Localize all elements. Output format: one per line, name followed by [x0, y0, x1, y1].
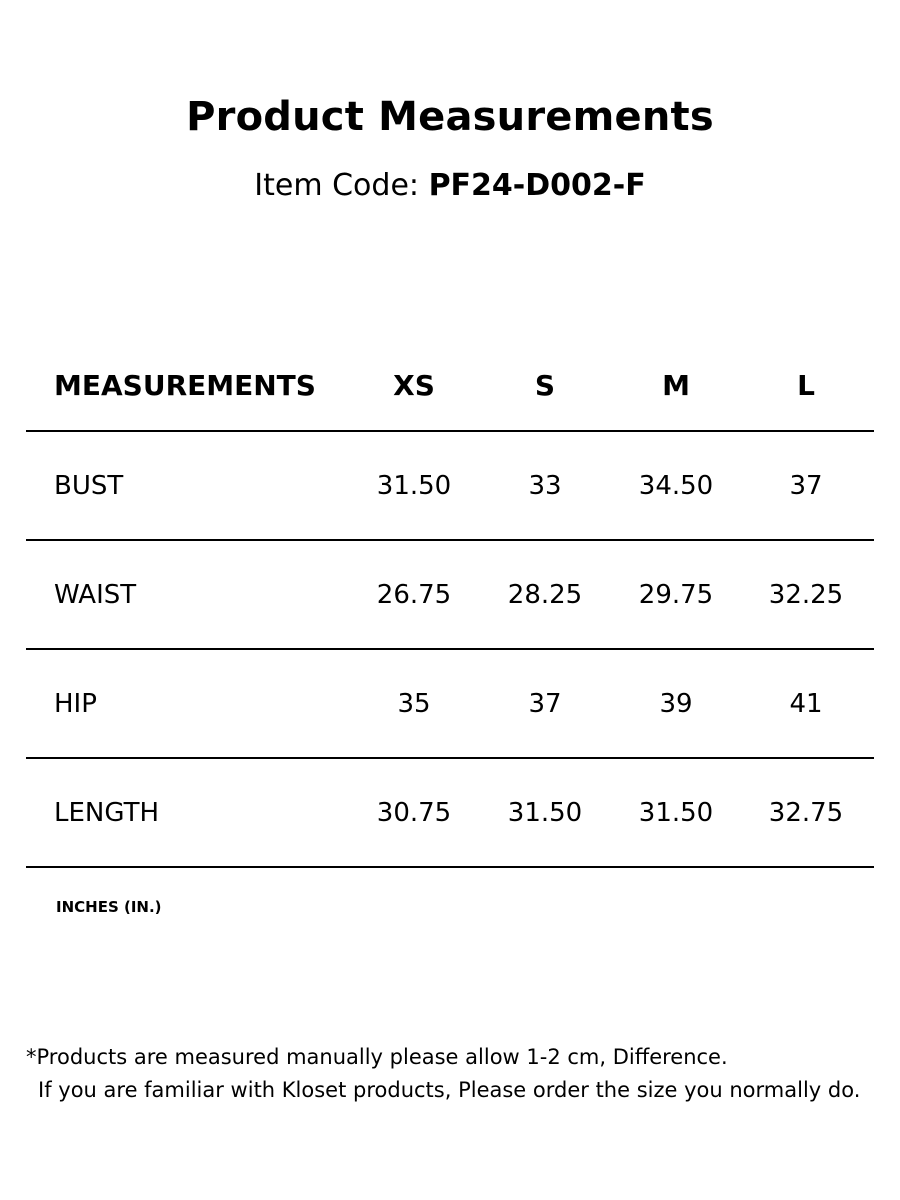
table-cell: 35: [397, 688, 431, 719]
item-code: [0, 168, 900, 203]
header-size-s: S: [534, 368, 556, 402]
table-header-row: [26, 340, 874, 432]
header-measurements: MEASUREMENTS: [54, 368, 316, 402]
table-row-bust: [26, 432, 874, 541]
header-size-xs: XS: [393, 368, 435, 402]
row-label: BUST: [54, 470, 124, 501]
table-cell: 31.50: [507, 797, 583, 828]
row-label: HIP: [54, 688, 97, 719]
table-cell: 41: [789, 688, 823, 719]
footnote-line-1: *Products are measured manually please allow 1-2 cm, Difference.: [26, 1045, 728, 1069]
table-cell: 28.25: [507, 579, 583, 610]
measurements-table: [26, 340, 874, 868]
item-code-label: Item Code:: [254, 168, 429, 203]
row-label: LENGTH: [54, 797, 160, 828]
table-cell: 37: [528, 688, 562, 719]
table-cell: 29.75: [638, 579, 714, 610]
table-row-length: [26, 759, 874, 868]
table-cell: 30.75: [376, 797, 452, 828]
table-row-waist: [26, 541, 874, 650]
table-row-hip: [26, 650, 874, 759]
row-label: WAIST: [54, 579, 137, 610]
table-cell: 31.50: [638, 797, 714, 828]
table-cell: 33: [528, 470, 562, 501]
table-cell: 34.50: [638, 470, 714, 501]
page-title: Product Measurements: [186, 94, 714, 140]
header-size-l: L: [797, 368, 815, 402]
table-cell: 32.75: [768, 797, 844, 828]
unit-note: INCHES (IN.): [56, 898, 162, 916]
table-cell: 26.75: [376, 579, 452, 610]
item-code-value: PF24-D002-F: [428, 168, 646, 203]
table-cell: 39: [659, 688, 693, 719]
table-cell: 31.50: [376, 470, 452, 501]
footnote-line-2: If you are familiar with Kloset products, Please order the size you normally do.: [38, 1078, 861, 1102]
table-cell: 37: [789, 470, 823, 501]
table-cell: 32.25: [768, 579, 844, 610]
header-size-m: M: [662, 368, 690, 402]
